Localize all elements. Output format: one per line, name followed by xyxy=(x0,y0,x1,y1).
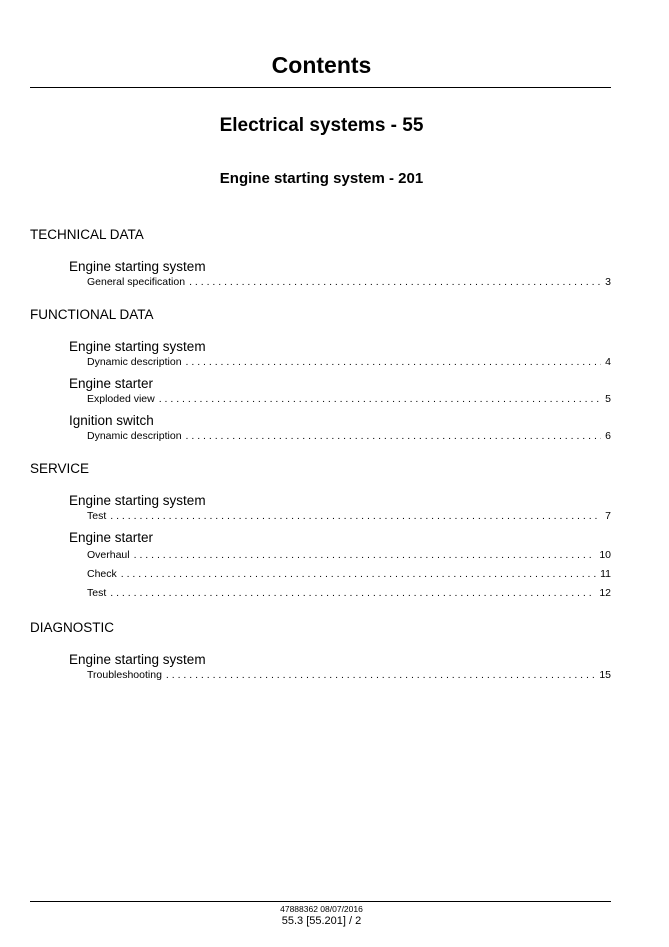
toc-entry-label: Overhaul xyxy=(87,549,130,561)
toc-group-title: Engine starting system xyxy=(69,493,206,508)
toc-entry-label: Dynamic description xyxy=(87,356,182,368)
toc-section-title: TECHNICAL DATA xyxy=(30,227,144,242)
toc-group xyxy=(69,375,611,407)
page-title: Contents xyxy=(271,52,372,78)
chapter-heading: Electrical systems - 55 xyxy=(219,115,424,136)
toc-entry-page: 11 xyxy=(600,568,611,580)
title-rule xyxy=(30,87,611,88)
toc-entry[interactable] xyxy=(87,509,611,524)
toc-leader-dots xyxy=(110,584,595,603)
toc-group xyxy=(69,258,611,290)
toc-entry-page: 3 xyxy=(605,276,611,288)
toc-entry-label: Troubleshooting xyxy=(87,669,162,681)
toc-group xyxy=(69,412,611,444)
toc-group xyxy=(69,651,611,683)
toc-section xyxy=(30,306,611,444)
section-heading: Engine starting system - 201 xyxy=(219,170,424,187)
toc-entry-label: General specification xyxy=(87,276,186,288)
toc-entry-page: 5 xyxy=(605,393,611,405)
toc-group-title: Engine starting system xyxy=(69,339,206,354)
toc-leader-dots xyxy=(134,546,596,565)
table-of-contents xyxy=(30,226,611,699)
toc-leader-dots xyxy=(159,392,601,407)
toc-entry[interactable] xyxy=(87,565,611,584)
toc-group xyxy=(69,529,611,603)
toc-leader-dots xyxy=(166,668,595,683)
toc-section-title: DIAGNOSTIC xyxy=(30,620,115,635)
toc-entry-page: 6 xyxy=(605,430,611,442)
toc-entry-page: 4 xyxy=(605,356,611,368)
toc-section xyxy=(30,226,611,290)
toc-leader-dots xyxy=(186,429,602,444)
toc-entry[interactable] xyxy=(87,275,611,290)
toc-entry[interactable] xyxy=(87,355,611,370)
toc-leader-dots xyxy=(189,275,601,290)
toc-section-title: FUNCTIONAL DATA xyxy=(30,307,154,322)
toc-entry-label: Dynamic description xyxy=(87,430,182,442)
toc-entry-label: Test xyxy=(87,587,107,599)
toc-group-title: Engine starter xyxy=(69,376,154,391)
footer-page-ref: 55.3 [55.201] / 2 xyxy=(281,915,362,927)
toc-section xyxy=(30,460,611,603)
toc-entry-page: 10 xyxy=(599,549,611,561)
toc-entry[interactable] xyxy=(87,429,611,444)
toc-entry-page: 12 xyxy=(599,587,611,599)
toc-leader-dots xyxy=(110,509,601,524)
footer-doc-ref: 47888362 08/07/2016 xyxy=(280,904,363,914)
toc-entry-page: 15 xyxy=(599,669,611,681)
toc-entry[interactable] xyxy=(87,668,611,683)
toc-group-title: Engine starting system xyxy=(69,259,206,274)
toc-entry[interactable] xyxy=(87,392,611,407)
toc-section xyxy=(30,619,611,683)
footer-rule xyxy=(30,901,611,902)
toc-group-title: Engine starting system xyxy=(69,652,206,667)
toc-group-title: Ignition switch xyxy=(69,413,154,428)
toc-group xyxy=(69,338,611,370)
toc-section-title: SERVICE xyxy=(30,461,90,476)
toc-entry[interactable] xyxy=(87,584,611,603)
toc-entry-page: 7 xyxy=(605,510,611,522)
toc-group xyxy=(69,492,611,524)
toc-entry[interactable] xyxy=(87,546,611,565)
toc-entry-label: Exploded view xyxy=(87,393,155,405)
toc-entry-label: Check xyxy=(87,568,117,580)
toc-group-title: Engine starter xyxy=(69,530,154,545)
toc-leader-dots xyxy=(121,565,596,584)
toc-entry-label: Test xyxy=(87,510,107,522)
toc-leader-dots xyxy=(186,355,602,370)
